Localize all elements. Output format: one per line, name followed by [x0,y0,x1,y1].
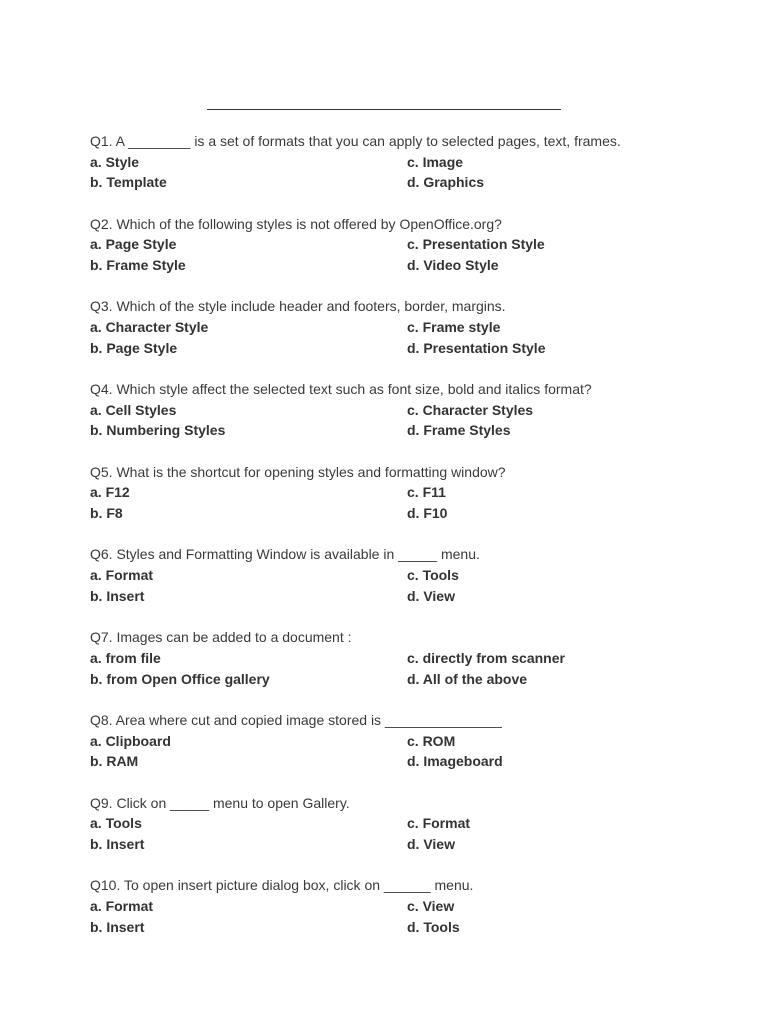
options-row [90,482,710,503]
option-c: c. Presentation Style [407,236,545,253]
option-c: c. Character Styles [407,401,534,418]
options-row [90,400,710,421]
option-d: d. All of the above [407,670,528,687]
option-c: c. directly from scanner [407,649,565,666]
options-row [90,648,710,669]
option-c: c. F11 [407,484,446,501]
option-a: a. Format [90,897,154,914]
option-d: d. Imageboard [407,753,503,770]
question-4 [90,379,710,462]
options-row [90,669,710,690]
option-a: a. Cell Styles [90,401,177,418]
options-row [90,234,710,255]
options-row [90,255,710,276]
option-d: d. Tools [407,918,460,935]
option-a: a. Tools [90,815,142,832]
question-text: Q10. To open insert picture dialog box, click on ______ menu. [90,877,474,894]
option-a: a. Format [90,567,154,584]
options-row [90,751,710,772]
options-row [90,565,710,586]
option-b: b. Insert [90,587,145,604]
options-row [90,338,710,359]
option-c: c. Tools [407,567,459,584]
option-b: b. F8 [90,505,123,522]
question-3 [90,296,710,379]
options-row [90,152,710,173]
option-a: a. Clipboard [90,732,171,749]
question-2 [90,214,710,297]
question-text: Q4. Which style affect the selected text such as font size, bold and italics format? [90,381,592,398]
option-b: b. Frame Style [90,257,186,274]
question-text: Q5. What is the shortcut for opening styles and formatting window? [90,463,506,480]
question-1 [90,131,710,214]
question-text: Q3. Which of the style include header and footers, border, margins. [90,298,506,315]
question-7 [90,627,710,710]
option-b: b. Numbering Styles [90,422,226,439]
question-text: Q2. Which of the following styles is not offered by OpenOffice.org? [90,215,502,232]
option-d: d. Presentation Style [407,339,546,356]
option-c: c. Format [407,815,471,832]
options-row [90,420,710,441]
question-9 [90,793,710,876]
option-c: c. Frame style [407,319,501,336]
question-list [90,131,710,958]
option-b: b. Page Style [90,339,178,356]
option-a: a. F12 [90,484,130,501]
option-b: b. RAM [90,753,139,770]
option-c: c. ROM [407,732,456,749]
option-a: a. Style [90,153,140,170]
option-b: b. from Open Office gallery [90,670,270,687]
option-c: c. View [407,897,455,914]
options-row [90,834,710,855]
option-d: d. Graphics [407,174,485,191]
option-a: a. from file [90,649,161,666]
option-b: b. Insert [90,835,145,852]
question-text: Q6. Styles and Formatting Window is available in _____ menu. [90,546,480,563]
title-underline [207,109,561,110]
question-10 [90,875,710,958]
option-d: d. Video Style [407,257,499,274]
options-row [90,172,710,193]
options-row [90,896,710,917]
option-a: a. Character Style [90,319,209,336]
question-text: Q9. Click on _____ menu to open Gallery. [90,794,350,811]
question-text: Q7. Images can be added to a document : [90,629,352,646]
option-a: a. Page Style [90,236,177,253]
options-row [90,917,710,938]
options-row [90,731,710,752]
option-d: d. Frame Styles [407,422,511,439]
options-row [90,813,710,834]
question-8 [90,710,710,793]
question-5 [90,462,710,545]
option-b: b. Template [90,174,167,191]
option-d: d. View [407,587,455,604]
question-text: Q8. Area where cut and copied image stored is _______________ [90,711,502,728]
option-c: c. Image [407,153,464,170]
option-d: d. View [407,835,455,852]
options-row [90,586,710,607]
question-text: Q1. A ________ is a set of formats that you can apply to selected pages, text, frames. [90,133,621,149]
option-d: d. F10 [407,505,448,522]
question-6 [90,544,710,627]
options-row [90,503,710,524]
option-b: b. Insert [90,918,145,935]
options-row [90,317,710,338]
